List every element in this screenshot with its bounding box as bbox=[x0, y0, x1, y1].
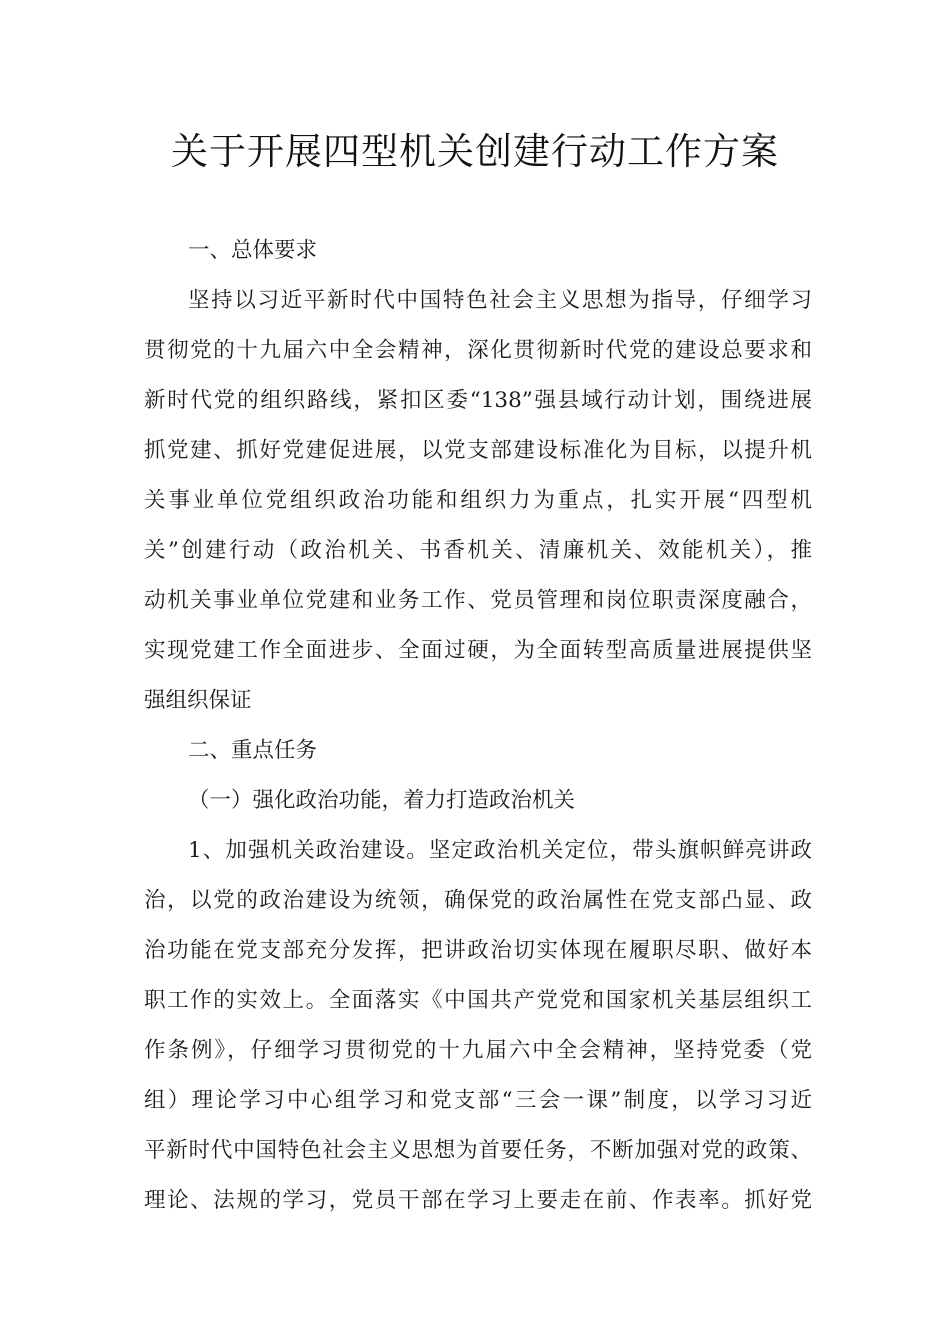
text-line: 治功能在党支部充分发挥，把讲政治切实体现在履职尽职、做好本 bbox=[144, 938, 812, 963]
text-line: 职工作的实效上。全面落实《中国共产党党和国家机关基层组织工 bbox=[144, 988, 812, 1013]
text-line: 关事业单位党组织政治功能和组织力为重点，扎实开展“四型机 bbox=[144, 488, 812, 513]
text-line: 新时代党的组织路线，紧扣区委“138”强县域行动计划，围绕进展 bbox=[144, 388, 812, 413]
text-line: 一、总体要求 bbox=[188, 238, 318, 263]
text-line: 组）理论学习中心组学习和党支部“三会一课”制度，以学习习近 bbox=[144, 1088, 812, 1113]
text-line: 1、加强机关政治建设。坚定政治机关定位，带头旗帜鲜亮讲政 bbox=[188, 838, 812, 863]
text-line: 贯彻党的十九届六中全会精神，深化贯彻新时代党的建设总要求和 bbox=[144, 338, 812, 363]
text-line: （一）强化政治功能，着力打造政治机关 bbox=[188, 788, 576, 813]
text-line: 坚持以习近平新时代中国特色社会主义思想为指导，仔细学习 bbox=[188, 288, 812, 313]
text-line: 二、重点任务 bbox=[188, 738, 318, 763]
text-line: 理论、法规的学习，党员干部在学习上要走在前、作表率。抓好党 bbox=[144, 1188, 812, 1213]
text-line: 关”创建行动（政治机关、书香机关、清廉机关、效能机关），推 bbox=[144, 538, 812, 563]
text-line: 实现党建工作全面进步、全面过硬，为全面转型高质量进展提供坚 bbox=[144, 638, 812, 663]
text-line: 治，以党的政治建设为统领，确保党的政治属性在党支部凸显、政 bbox=[144, 888, 812, 913]
document-title: 关于开展四型机关创建行动工作方案 bbox=[171, 130, 779, 173]
text-line: 强组织保证 bbox=[144, 688, 252, 713]
document-body bbox=[144, 226, 812, 1226]
text-line: 动机关事业单位党建和业务工作、党员管理和岗位职责深度融合， bbox=[144, 588, 812, 613]
text-line: 作条例》，仔细学习贯彻党的十九届六中全会精神，坚持党委（党 bbox=[144, 1038, 812, 1063]
text-line: 抓党建、抓好党建促进展，以党支部建设标准化为目标，以提升机 bbox=[144, 438, 812, 463]
text-line: 平新时代中国特色社会主义思想为首要任务，不断加强对党的政策、 bbox=[144, 1138, 812, 1163]
